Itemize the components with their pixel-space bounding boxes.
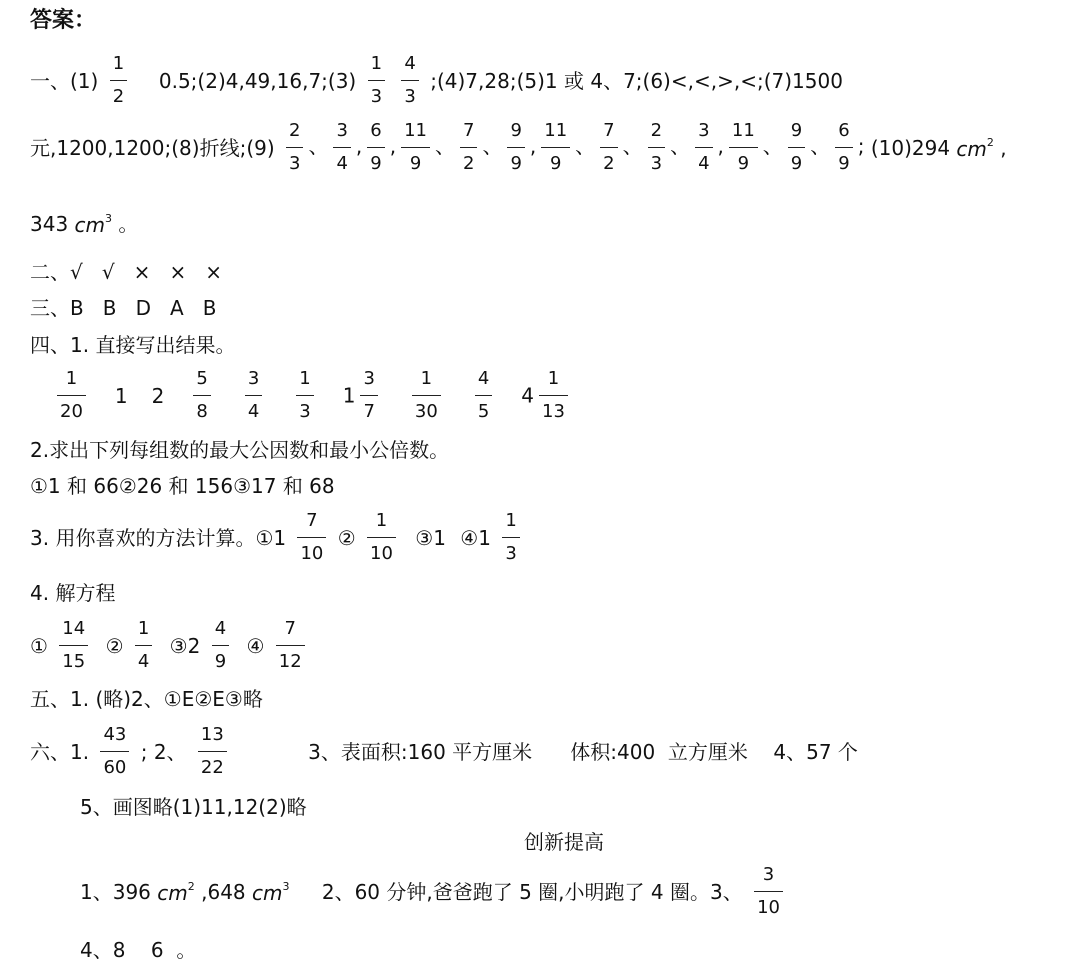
period: 。	[118, 211, 139, 236]
fraction: $\frac{43}{60}$	[100, 726, 129, 777]
separator: 、	[435, 134, 455, 158]
separator: 、	[575, 134, 596, 158]
section6-line1: 六、1. $\frac{43}{60}$ ; 2、 $\frac{13}{22}$ 3、表面积:160 平方厘米 体积:400 立方厘米 4、57 个	[30, 724, 858, 778]
result-item	[240, 370, 267, 421]
section2-line: 二、√ √ × × ×	[30, 260, 223, 284]
fraction: $\frac{4}{9}$	[212, 620, 229, 671]
fraction: $\frac{9}{9}$	[788, 122, 805, 173]
fraction: $\frac{4}{5}$	[475, 370, 492, 421]
section5-line: 五、1. (略)2、①E②E③略	[30, 687, 263, 711]
fraction: $\frac{5}{8}$	[193, 370, 210, 421]
answer-title: 答案：	[30, 8, 97, 33]
fraction: $\frac{11}{9}$	[541, 122, 570, 173]
fraction: $\frac{1}{13}$	[539, 370, 568, 421]
result-item	[52, 370, 91, 421]
section4-q4-answers: ① $\frac{14}{15}$ ② $\frac{1}{4}$ ③2 $\frac{4}{9}$ ④ $\frac{7}{12}$	[30, 620, 310, 671]
comma: ,	[1000, 135, 1007, 160]
fraction: $\frac{1}{10}$	[367, 512, 396, 563]
section1-line3	[30, 212, 138, 235]
separator: 、	[762, 134, 783, 158]
unit-cm3: $cm^3$	[74, 211, 113, 237]
result-item: 4 $\frac{1}{13}$	[521, 370, 573, 421]
result-item: 1	[114, 383, 128, 408]
innovation-line1: 1、396 $cm^2$ ,648 $cm^3$ 2、60 分钟,爸爸跑了 5 圈,小明跑了 4 圈。3、 $\frac{3}{10}$	[80, 866, 788, 917]
innovation-line2: 4、8 6 。	[80, 938, 197, 962]
volume-value: 343	[30, 211, 69, 236]
fraction: $\frac{11}{9}$	[401, 122, 430, 173]
fraction: $\frac{3}{4}$	[245, 370, 262, 421]
fraction: $\frac{6}{9}$	[367, 122, 384, 173]
separator: 、	[670, 134, 691, 158]
unit-cm2: $cm^2$	[956, 135, 994, 161]
fraction: $\frac{13}{22}$	[198, 726, 227, 777]
separator: ,	[717, 134, 724, 158]
fraction: $\frac{1}{3}$	[368, 55, 385, 106]
separator: ,	[529, 134, 537, 158]
separator: 、	[308, 134, 329, 158]
unit-cm2: $cm^2$	[157, 879, 195, 905]
separator: ;	[857, 134, 865, 158]
result-item	[188, 370, 215, 421]
section4-results-row	[52, 370, 597, 421]
result-item: 2	[151, 383, 165, 408]
fraction: $\frac{2}{3}$	[648, 122, 665, 173]
fraction: $\frac{1}{30}$	[412, 370, 441, 421]
fraction: $\frac{11}{9}$	[729, 122, 758, 173]
separator: 、	[622, 134, 643, 158]
innovation-heading: 创新提高	[524, 830, 604, 854]
fraction: $\frac{3}{4}$	[695, 122, 712, 173]
fraction: $\frac{1}{3}$	[296, 370, 313, 421]
fraction-list	[281, 122, 864, 173]
fraction: $\frac{1}{2}$	[110, 55, 127, 106]
fraction: $\frac{7}{2}$	[600, 122, 617, 173]
s1-text: 0.5;(2)4,49,16,7;(3)	[158, 68, 357, 93]
separator: 、	[482, 134, 503, 158]
result-item: 1 $\frac{3}{7}$	[343, 370, 383, 421]
fraction: $\frac{1}{4}$	[135, 620, 152, 671]
fraction: $\frac{2}{3}$	[286, 122, 303, 173]
separator: ,	[355, 134, 363, 158]
fraction: $\frac{9}{9}$	[507, 122, 524, 173]
fraction: $\frac{1}{20}$	[57, 370, 86, 421]
s1-prefix: 一、(1)	[30, 68, 99, 93]
fraction: $\frac{4}{3}$	[401, 55, 418, 106]
section6-line2: 5、画图略(1)11,12(2)略	[80, 795, 307, 819]
fraction: $\frac{6}{9}$	[835, 122, 852, 173]
section4-q3: 3. 用你喜欢的方法计算。①1 $\frac{7}{10}$ ② $\frac{1}{10}$ ③1 ④1 $\frac{1}{3}$	[30, 512, 525, 563]
fraction: $\frac{3}{10}$	[754, 866, 783, 917]
result-item	[407, 370, 446, 421]
fraction: $\frac{7}{2}$	[460, 122, 477, 173]
fraction: $\frac{7}{10}$	[297, 512, 326, 563]
separator: ,	[389, 134, 397, 158]
s1-text: ;(4)7,28;(5)1 或 4、7;(6)<,<,>,<;(7)1500	[430, 68, 843, 93]
section4-q2-heading: 2.求出下列每组数的最大公因数和最小公倍数。	[30, 438, 450, 462]
s1-line2-tail: (10)294	[870, 135, 951, 160]
result-item	[291, 370, 318, 421]
section4-heading: 四、1. 直接写出结果。	[30, 333, 236, 357]
unit-cm3: $cm^3$	[252, 879, 290, 905]
result-item	[470, 370, 497, 421]
section3-line: 三、B B D A B	[30, 296, 217, 320]
section4-q4-heading: 4. 解方程	[30, 581, 116, 605]
section1-line2	[30, 122, 1007, 173]
fraction: $\frac{7}{12}$	[276, 620, 305, 671]
fraction: $\frac{1}{3}$	[502, 512, 519, 563]
fraction: $\frac{14}{15}$	[59, 620, 88, 671]
fraction: $\frac{3}{4}$	[333, 122, 350, 173]
section1-line1	[30, 55, 843, 106]
s1-line2-text: 元,1200,1200;(8)折线;(9)	[30, 135, 275, 160]
section4-q2-answers: ①1 和 66②26 和 156③17 和 68	[30, 474, 335, 498]
fraction: $\frac{3}{7}$	[360, 370, 377, 421]
separator: 、	[810, 134, 831, 158]
